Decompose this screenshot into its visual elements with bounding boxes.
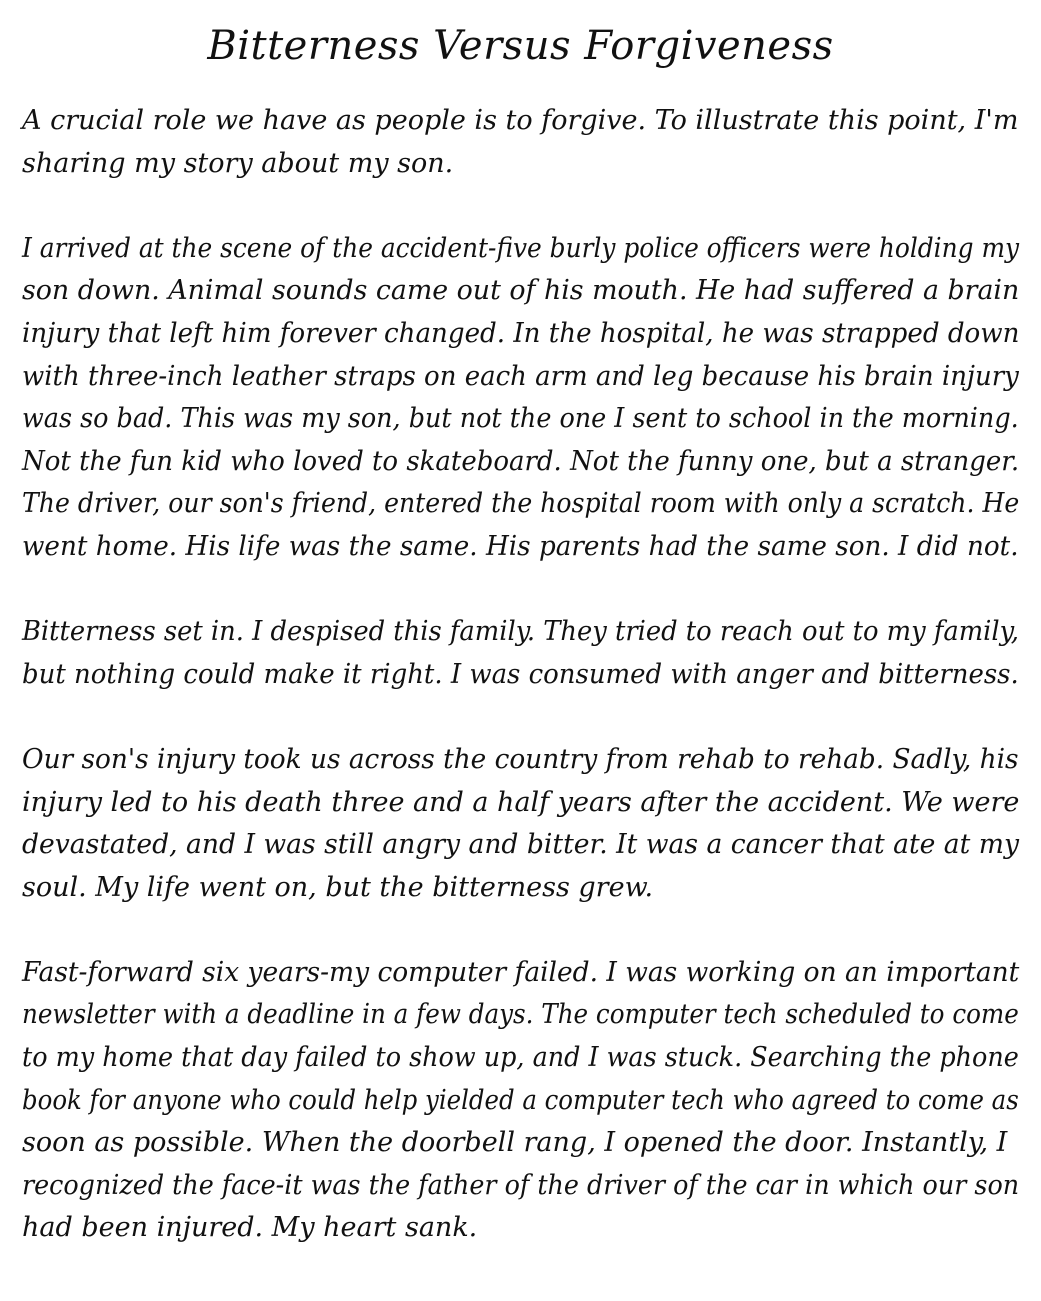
text-line: A crucial role we have as people is to forgive. To illustrate this point, I'm xyxy=(22,105,1019,136)
text-line: soul. My life went on, but the bitterness grew. xyxy=(22,871,654,903)
text-line: Not the fun kid who loved to skateboard. Not the funny one, but a stranger. xyxy=(22,445,1020,477)
paragraph xyxy=(22,739,1019,909)
text-line: devastated, and I was still angry and bitter. It was a cancer that ate at my xyxy=(22,829,1019,861)
document-title: Bitterness Versus Forgiveness xyxy=(207,23,834,69)
text-line: injury led to his death three and a half years after the accident. We were xyxy=(22,786,1020,818)
text-line: Fast-forward six years-my computer failed. I was working on an important xyxy=(22,956,1020,988)
text-line: Our son's injury took us across the country from rehab to rehab. Sadly, his xyxy=(22,743,1019,775)
text-line: to my home that day failed to show up, and I was stuck. Searching the phone xyxy=(22,1042,1019,1074)
text-line: but nothing could make it right. I was consumed with anger and bitterness. xyxy=(22,658,1019,690)
text-line: I arrived at the scene of the accident-five burly police officers were holding my xyxy=(22,232,1020,264)
text-line: sharing my story about my son. xyxy=(22,147,454,179)
paragraph xyxy=(22,100,1019,185)
text-line: recognized the face-it was the father of the driver of the car in which our son xyxy=(22,1169,1020,1201)
text-line: book for anyone who could help yielded a computer tech who agreed to come as xyxy=(22,1084,1019,1116)
text-line: soon as possible. When the doorbell rang, I opened the door. Instantly, I xyxy=(22,1127,1008,1159)
text-line: injury that left him forever changed. In the hospital, he was strapped down xyxy=(22,317,1020,349)
text-line: with three-inch leather straps on each arm and leg because his brain injury xyxy=(22,360,1019,392)
text-line: Bitterness set in. I despised this family. They tried to reach out to my family, xyxy=(22,616,1019,648)
paragraph xyxy=(22,611,1019,696)
text-line: went home. His life was the same. His parents had the same son. I did not. xyxy=(22,530,1019,562)
text-line: newsletter with a deadline in a few days. The computer tech scheduled to come xyxy=(22,999,1019,1031)
text-line: had been injured. My heart sank. xyxy=(22,1212,478,1244)
text-line: was so bad. This was my son, but not the one I sent to school in the morning. xyxy=(22,403,1019,435)
paragraph xyxy=(22,228,1019,569)
text-line: son down. Animal sounds came out of his mouth. He had suffered a brain xyxy=(22,275,1020,307)
document-body xyxy=(22,100,1019,1250)
text-line: The driver, our son's friend, entered the hospital room with only a scratch. He xyxy=(22,488,1020,520)
paragraph xyxy=(22,952,1019,1250)
